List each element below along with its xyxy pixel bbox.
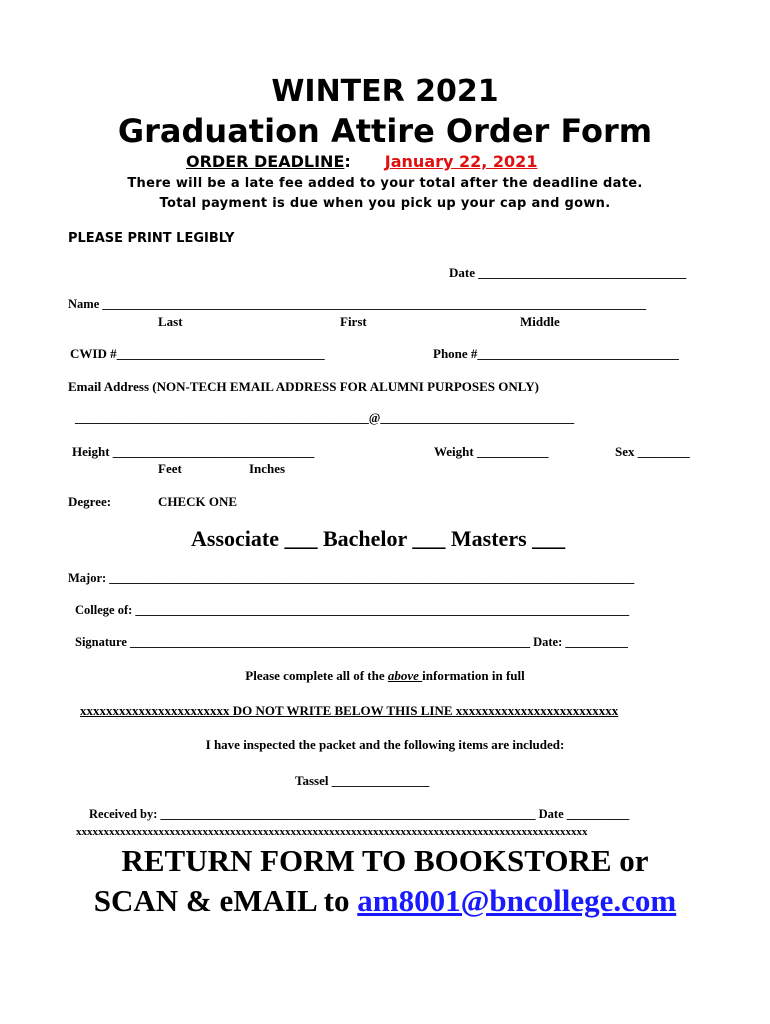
form-title-season: WINTER 2021	[271, 74, 499, 109]
form-title: Graduation Attire Order Form	[117, 112, 653, 150]
deadline-colon: :	[344, 152, 351, 171]
received-by-field: Received by: ____________________________________________________________ Date __________	[89, 807, 630, 821]
email-instruction-prefix: SCAN & eMAIL to	[93, 883, 358, 918]
phone-field[interactable]: Phone #_______________________________	[433, 346, 679, 361]
degree-options[interactable]: Associate ___ Bachelor ___ Masters ___	[191, 526, 566, 551]
weight-field[interactable]: Weight ___________	[434, 444, 549, 459]
inspected-statement: I have inspected the packet and the following items are included:	[205, 737, 565, 752]
deadline-label: ORDER DEADLINE	[186, 152, 345, 171]
deadline-row	[186, 152, 537, 171]
complete-note-before: Please complete all of the	[245, 668, 388, 683]
complete-note	[0, 668, 770, 684]
signature-field[interactable]: Signature ________________________________________________________________ Date: __________	[75, 635, 628, 649]
office-use-divider: xxxxxxxxxxxxxxxxxxxxxxx DO NOT WRITE BELOW THIS LINE xxxxxxxxxxxxxxxxxxxxxxxxx	[80, 703, 619, 718]
complete-note-after: information in full	[422, 668, 525, 683]
return-instruction: RETURN FORM TO BOOKSTORE or	[121, 843, 649, 878]
date-field[interactable]: Date ________________________________	[449, 265, 687, 280]
tassel-field: Tassel _______________	[295, 773, 430, 788]
name-last-label: Last	[158, 314, 183, 329]
payment-note: Total payment is due when you pick up your cap and gown.	[159, 196, 611, 211]
college-field[interactable]: College of: _______________________________________________________________________________	[75, 603, 630, 617]
print-legibly-instruction: PLEASE PRINT LEGIBLY	[68, 231, 235, 246]
name-field[interactable]: Name _______________________________________________________________________________________	[68, 297, 647, 311]
degree-label: Degree:	[68, 494, 112, 509]
height-feet-label: Feet	[158, 461, 182, 476]
bookstore-email-link[interactable]: am8001@bncollege.com	[357, 883, 677, 918]
height-field[interactable]: Height _______________________________	[72, 444, 315, 459]
name-middle-label: Middle	[520, 314, 560, 329]
email-field[interactable]: _______________________________________________@_______________________________	[75, 411, 575, 425]
complete-note-emphasis: above	[387, 668, 423, 683]
name-first-label: First	[340, 314, 367, 329]
sex-field[interactable]: Sex ________	[615, 444, 690, 459]
bottom-divider: xxxxxxxxxxxxxxxxxxxxxxxxxxxxxxxxxxxxxxxxxxxxxxxxxxxxxxxxxxxxxxxxxxxxxxxxxxxxxxxxxxxxxxxxxxxxx	[76, 826, 588, 838]
cwid-field[interactable]: CWID #________________________________	[70, 346, 325, 361]
email-label: Email Address (NON-TECH EMAIL ADDRESS FOR ALUMNI PURPOSES ONLY)	[68, 379, 539, 394]
major-field[interactable]: Major: ____________________________________________________________________________________	[68, 571, 635, 585]
late-fee-note: There will be a late fee added to your total after the deadline date.	[127, 176, 643, 191]
height-inches-label: Inches	[249, 461, 286, 476]
email-instruction	[0, 883, 770, 919]
check-one-label: CHECK ONE	[158, 494, 238, 509]
deadline-date: January 22, 2021	[384, 152, 538, 171]
